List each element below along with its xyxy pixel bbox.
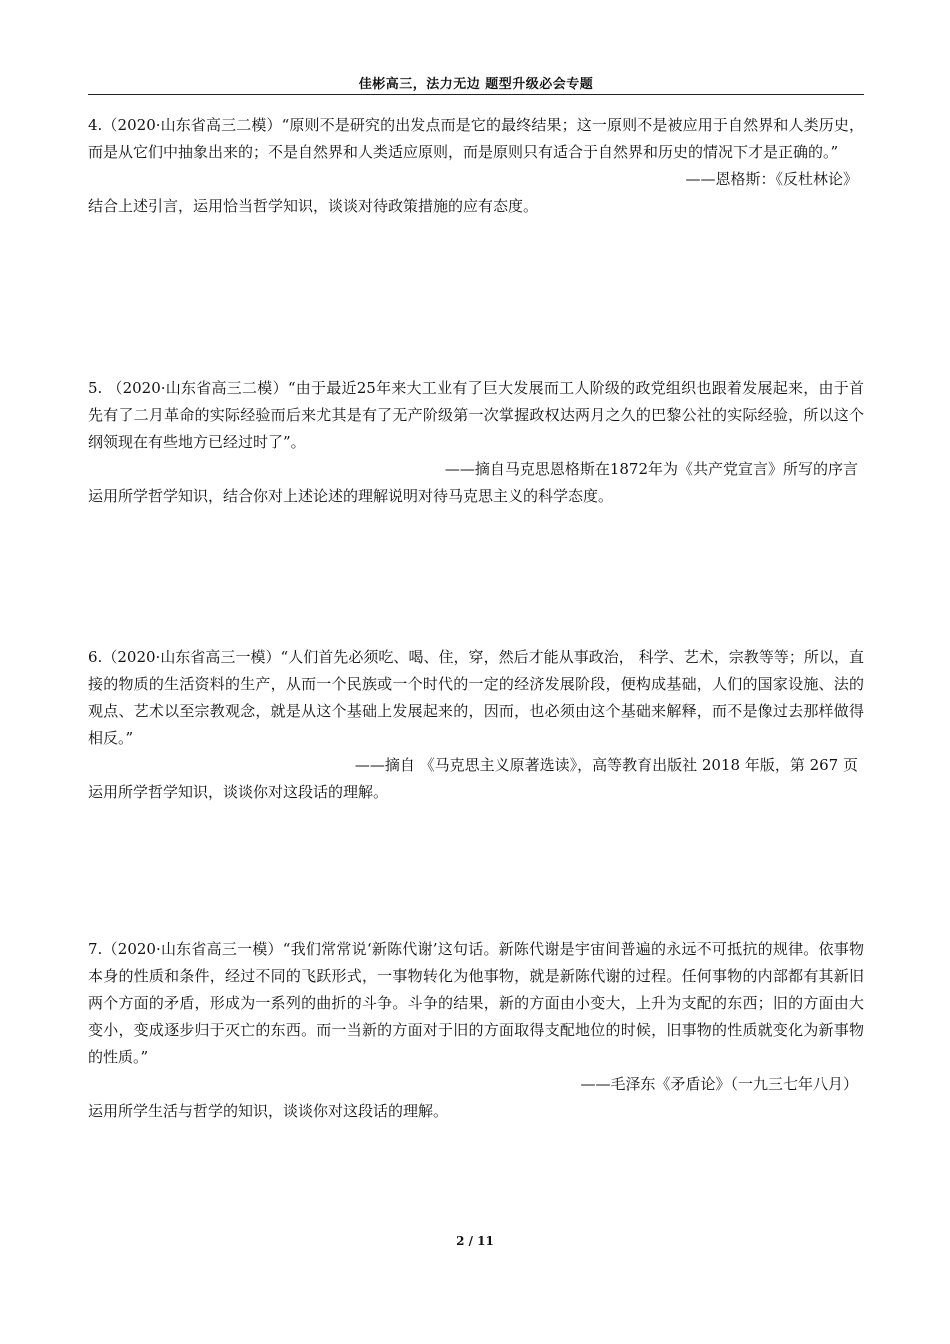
page-header: 佳彬高三，法力无边 题型升级必会专题 (358, 77, 594, 92)
question-quote: 5. （2020·山东省高三二模）“由于最近25年来大工业有了巨大发展而工人阶级的政党组织也跟着发展起来，由于首先有了二月革命的实际经验而后来尤其是有了无产阶级第一次掌握政权达两月之久的巴黎公社的实际经验，所以这个纲领现在有些地方已经过时了”。 (88, 379, 864, 451)
quote-source: ——毛泽东《矛盾论》（一九三七年八月） (580, 1075, 858, 1093)
question-6 (88, 644, 864, 806)
question-task: 运用所学哲学知识，谈谈你对这段话的理解。 (88, 783, 389, 801)
question-task: 结合上述引言，运用恰当哲学知识，谈谈对待政策措施的应有态度。 (88, 197, 539, 215)
question-quote: 4.（2020·山东省高三二模）“原则不是研究的出发点而是它的最终结果；这一原则不是被应用于自然界和人类历史，而是从它们中抽象出来的；不是自然界和人类适应原则，而是原则只有适合于自然界和历史的情况下才是正确的。” (88, 116, 864, 161)
question-quote: 7.（2020·山东省高三一模）“我们常常说‘新陈代谢’这句话。新陈代谢是宇宙间普遍的永远不可抵抗的规律。依事物本身的性质和条件，经过不同的飞跃形式，一事物转化为他事物，就是新陈代谢的过程。任何事物的内部都有其新旧两个方面的矛盾，形成为一系列的曲折的斗争。斗争的结果，新的方面由小变大，上升为支配的东西；旧的方面由大变小，变成逐步归于灭亡的东西。而一当新的方面对于旧的方面取得支配地位的时候，旧事物的性质就变化为新事物的性质。” (88, 940, 864, 1066)
quote-source: ——恩格斯：《反杜林论》 (685, 170, 858, 188)
quote-source: ——摘自 《马克思主义原著选读》，高等教育出版社 2018 年版，第 267 页 (354, 756, 858, 774)
question-5 (88, 375, 864, 510)
question-7 (88, 936, 864, 1125)
question-4 (88, 112, 864, 220)
question-quote: 6.（2020·山东省高三一模）“人们首先必须吃、喝、住，穿，然后才能从事政治， 科学、艺术，宗教等等；所以，直接的物质的生活资料的生产，从而一个民族或一个时代的一定的经济发展阶段，便构成基础，人们的国家设施、法的观点、艺术以至宗教观念，就是从这个基础上发展起来的，因而，也必须由这个基础来解释，而不是像过去那样做得相反。” (88, 648, 864, 747)
quote-source: ——摘自马克思恩格斯在1872年为《共产党宣言》所写的序言 (444, 460, 858, 478)
page-number: 2 / 11 (456, 1234, 494, 1248)
header-divider (88, 94, 864, 95)
question-task: 运用所学生活与哲学的知识，谈谈你对这段话的理解。 (88, 1102, 449, 1120)
question-task: 运用所学哲学知识，结合你对上述论述的理解说明对待马克思主义的科学态度。 (88, 487, 614, 505)
